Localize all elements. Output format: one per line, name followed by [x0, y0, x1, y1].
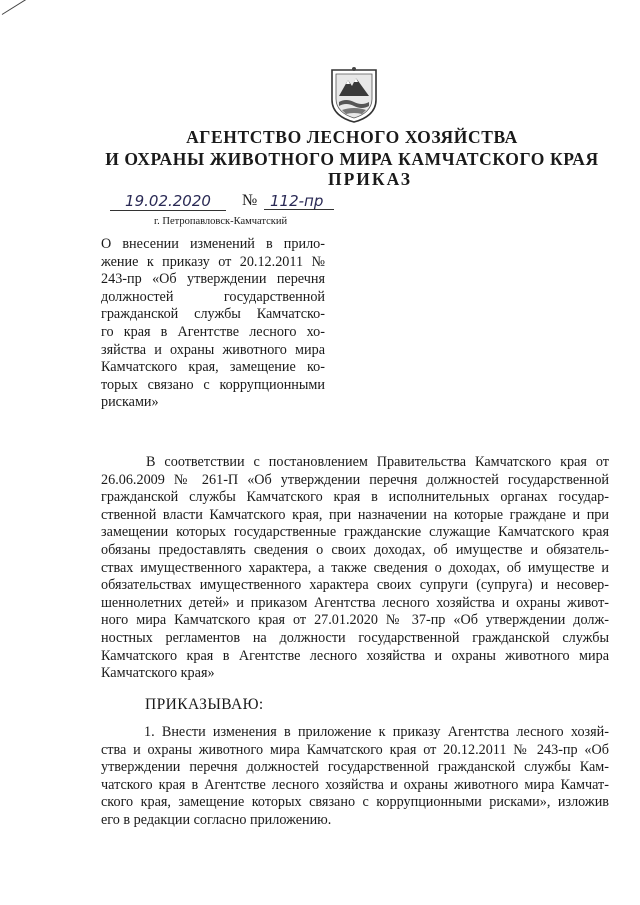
subject-line: го края в Агентстве лесного хо- — [101, 323, 325, 340]
order-keyword: ПРИКАЗЫВАЮ: — [145, 696, 264, 713]
kamchatka-emblem-icon — [326, 66, 382, 124]
subject-line: 243-пр «Об утверждении перечня — [101, 271, 325, 288]
agency-name-line-2: И ОХРАНЫ ЖИВОТНОГО МИРА КАМЧАТСКОГО КРАЯ — [105, 149, 599, 169]
paragraph-line: ствах имущественного характера, а также сведения о доходах, об имуществе и — [101, 559, 609, 576]
paragraph-line: Камчатского края в Агентстве лесного хозяйства и охраны животного мира — [101, 647, 609, 664]
subject-line: жение к приказу от 20.12.2011 № — [101, 253, 325, 270]
paragraph-line: шеннолетних детей» и приказом Агентства лесного хозяйства и охраны живот- — [101, 594, 609, 611]
agency-name-line-1: АГЕНТСТВО ЛЕСНОГО ХОЗЯЙСТВА — [186, 127, 518, 147]
paragraph-line: замещении которых государственные гражданские служащие Камчатского края — [101, 524, 609, 541]
paragraph-line: 26.06.2009 № 261-П «Об утверждении перечня должностей государственной — [101, 471, 609, 488]
subject-line: торых связано с коррупционными — [101, 376, 325, 393]
paragraph-line: его в редакции согласно приложению. — [101, 811, 332, 828]
order-number: 112-пр — [264, 192, 334, 210]
preamble-paragraph — [101, 454, 609, 683]
paragraph-line: ского края, замещение которых связано с коррупционными рисками», изложив — [101, 794, 609, 811]
paragraph-line: ного мира Камчатского края от 27.01.2020 № 37-пр «Об утверждении долж- — [101, 612, 609, 629]
paragraph-line: гражданской службы Камчатского края в исполнительных органах государ- — [101, 489, 609, 506]
paragraph-line: обязаны предоставлять сведения о своих доходах, об имуществе и обязатель- — [101, 541, 609, 558]
paragraph-line: ностных регламентов на должности государственной гражданской службы — [101, 629, 609, 646]
paragraph-line: чатского края в Агентстве лесного хозяйства и охраны животного мира Камчат- — [101, 776, 609, 793]
paragraph-line: В соответствии с постановлением Правительства Камчатского края от — [146, 454, 609, 470]
subject-line: рисками» — [101, 394, 159, 411]
number-sign: № — [242, 192, 258, 209]
paragraph-line: Камчатского края» — [101, 665, 215, 682]
order-subject — [101, 236, 325, 412]
paragraph-line: 1. Внести изменения в приложение к приказу Агентства лесного хозяй- — [144, 724, 609, 740]
subject-line: О внесении изменений в прило- — [101, 236, 325, 252]
paragraph-line: обязательствах имущественного характера своих супруги (супруга) и несовер- — [101, 577, 609, 594]
city-name: г. Петропавловск-Камчатский — [154, 216, 288, 227]
order-clause-1 — [101, 724, 609, 830]
pen-mark — [2, 0, 40, 15]
document-type: ПРИКАЗ — [327, 169, 413, 189]
paragraph-line: ства и охраны животного мира Камчатского края от 20.12.2011 № 243-пр «Об — [101, 741, 609, 758]
order-date: 19.02.2020 — [110, 192, 226, 211]
subject-line: должностей государственной — [101, 288, 325, 305]
subject-line: зяйства и охраны животного мира — [101, 341, 325, 358]
paragraph-line: утверждении перечня должностей государственной гражданской службы Кам- — [101, 759, 609, 776]
paragraph-line: ственной власти Камчатского края, при назначении на которые граждане и при — [101, 506, 609, 523]
subject-line: гражданской службы Камчатско- — [101, 306, 325, 323]
subject-line: Камчатского края, замещение ко- — [101, 359, 325, 376]
